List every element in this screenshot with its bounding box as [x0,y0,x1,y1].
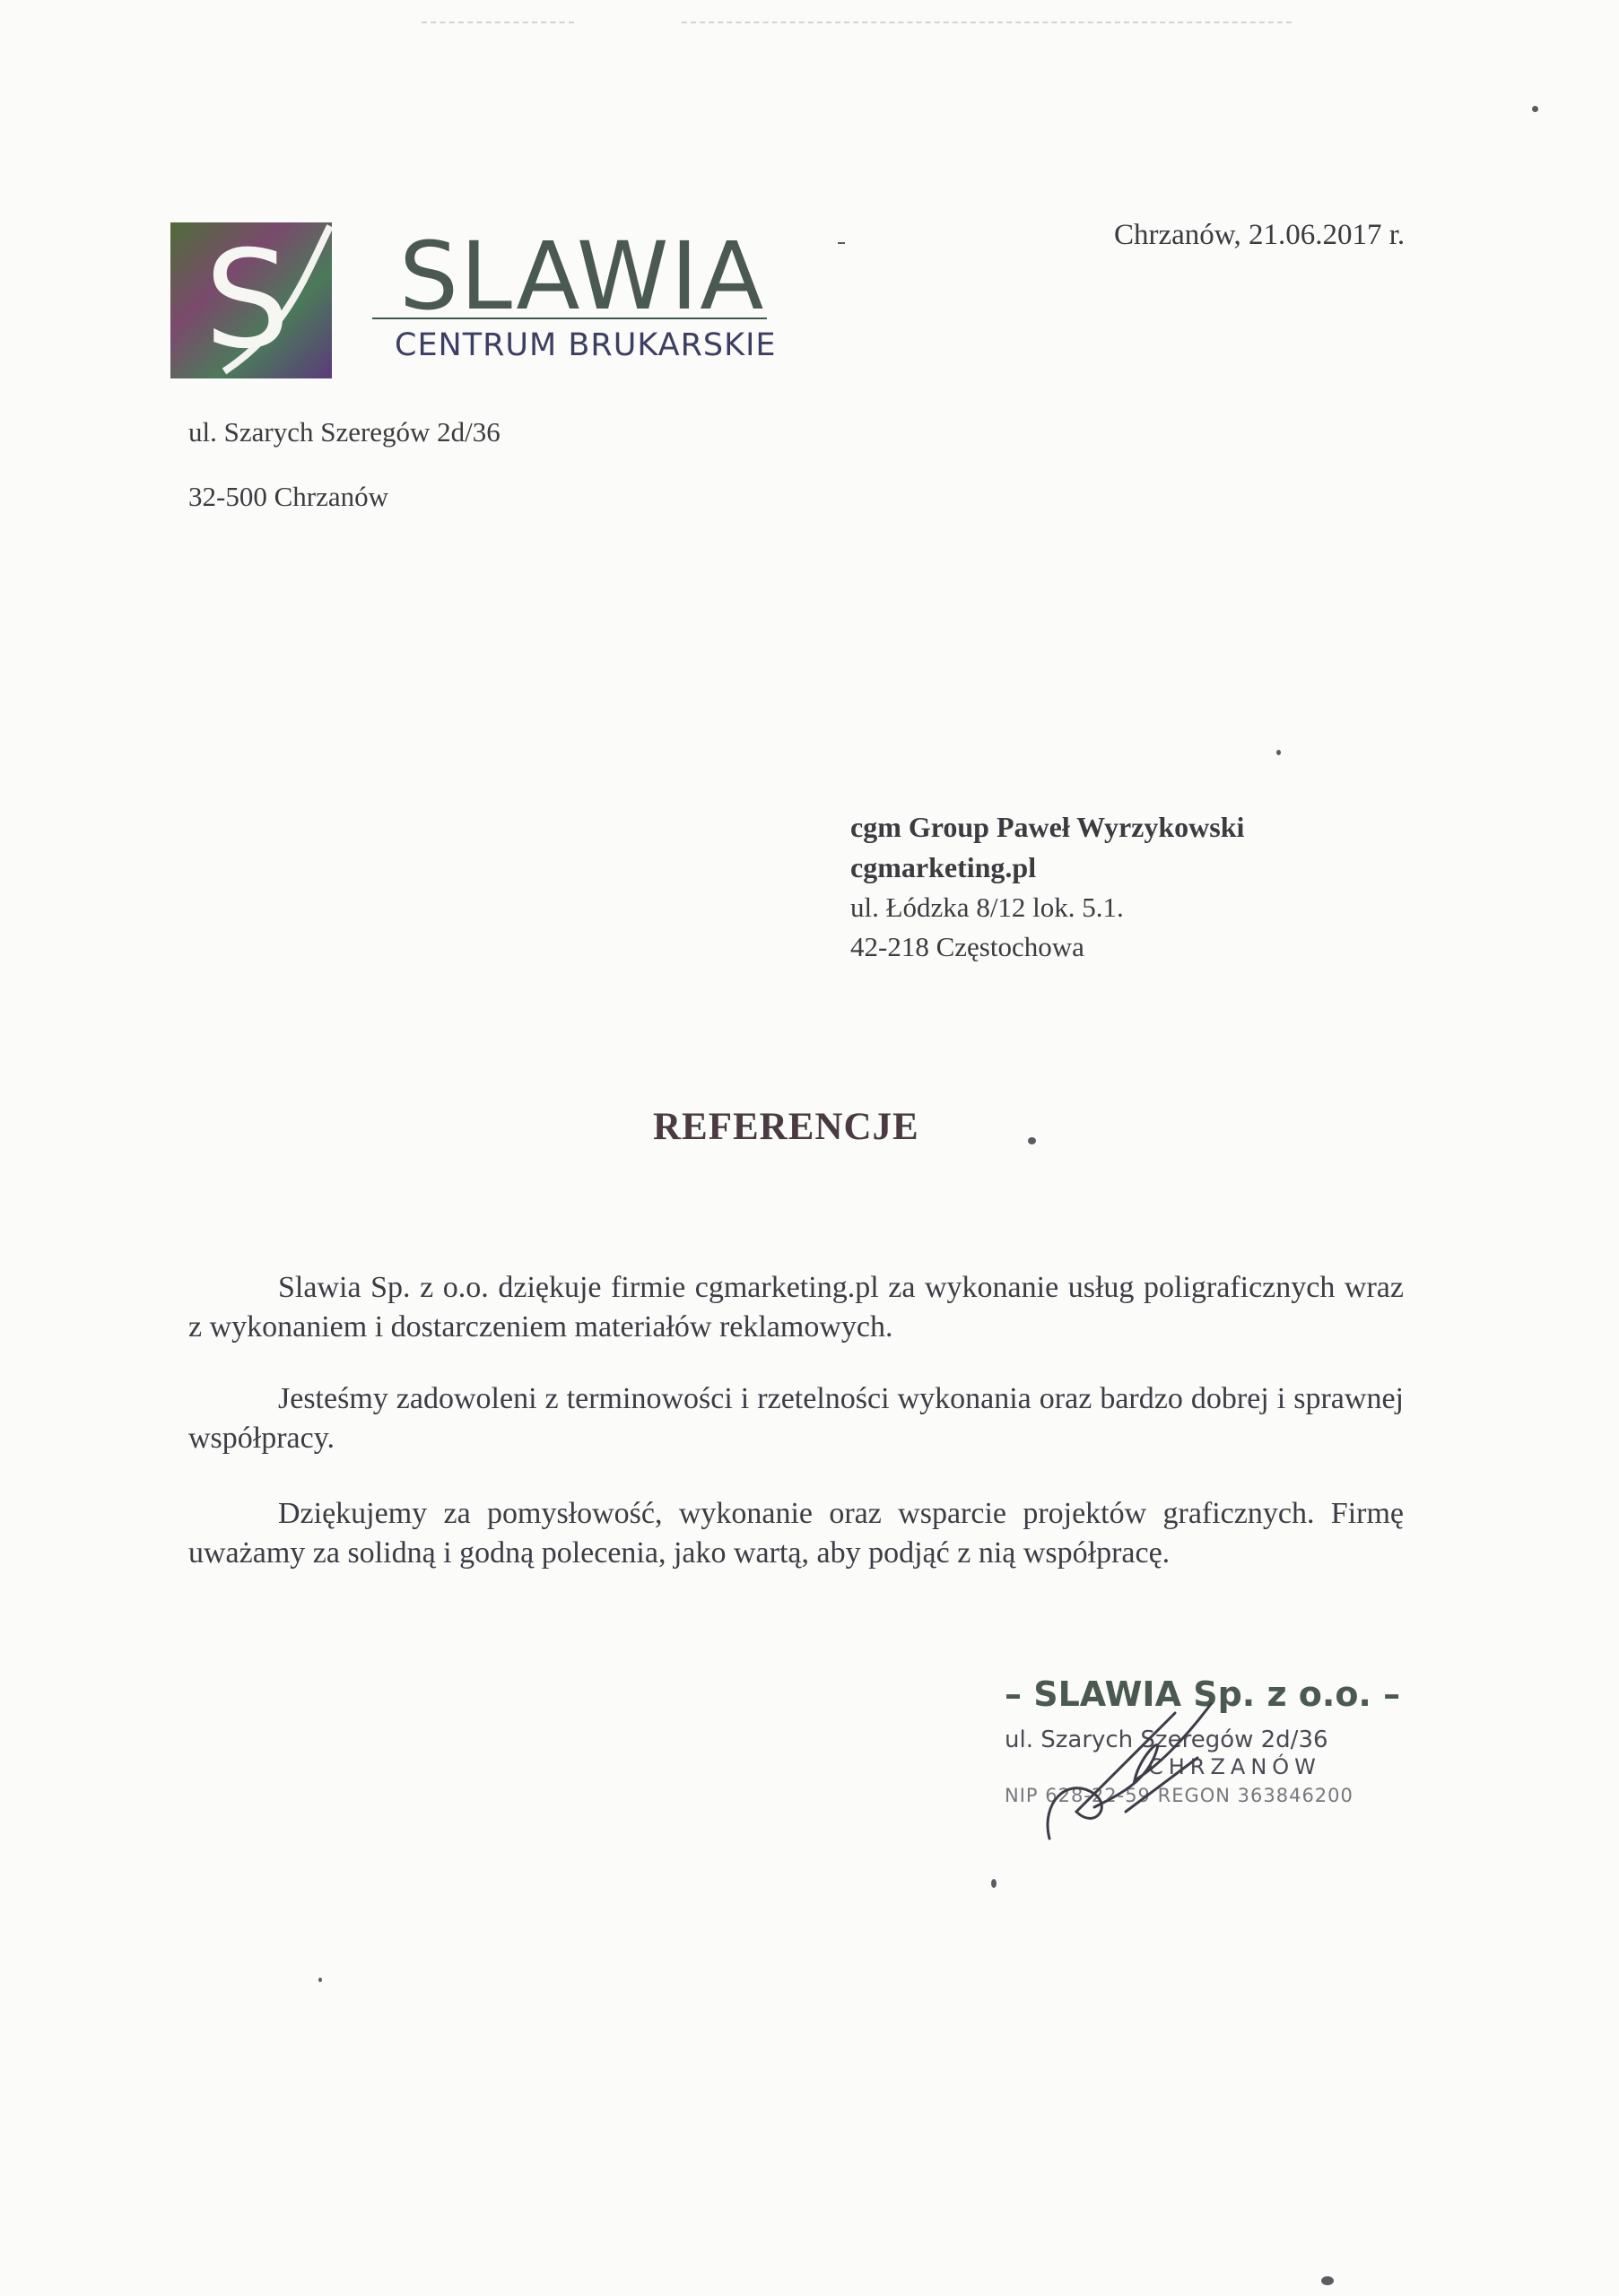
scan-artifact-line [682,22,1292,23]
sender-city: 32-500 Chrzanów [188,481,388,512]
scan-speck [1028,1137,1036,1144]
scan-speck [838,242,845,244]
sender-street: ul. Szarych Szeregów 2d/36 [188,416,500,448]
scan-speck [991,1879,997,1888]
company-stamp [987,1674,1401,1848]
scan-artifact-line [422,22,574,23]
logo-letter: S [205,222,291,378]
logo-wordmark: SLAWIA [399,222,766,331]
company-logo [170,222,780,379]
recipient-street: ul. Łódzka 8/12 lok. 5.1. [850,891,1124,923]
scan-speck [318,1978,322,1982]
body-paragraph [188,1379,1404,1458]
logo-divider [372,317,767,319]
paragraph-text: Slawia Sp. z o.o. dziękuje firmie cgmarketing.pl za wykonanie usług poligraficznych wraz z wykonaniem i dostarczeniem materiałów reklamowych. [188,1271,1404,1344]
stamp-registration: NIP 628-22-59 REGON 363846200 [1005,1785,1354,1806]
scan-speck [1276,750,1281,755]
logo-emblem-icon [170,222,332,378]
body-paragraph [188,1268,1404,1347]
scan-speck [1532,106,1538,112]
stamp-street: ul. Szarych Szeregów 2d/36 [1005,1726,1328,1753]
logo-tagline: CENTRUM BRUKARSKIE [395,327,777,363]
paragraph-text: Jesteśmy zadowoleni z terminowości i rzetelności wykonania oraz bardzo dobrej i sprawnej współpracy. [188,1382,1404,1455]
scan-speck [1321,2276,1334,2285]
recipient-city: 42-218 Częstochowa [850,931,1084,962]
handwritten-signature-icon [1040,1695,1238,1848]
stamp-company-name: – SLAWIA Sp. z o.o. – [1005,1674,1401,1714]
letter-date: Chrzanów, 21.06.2017 r. [1114,219,1406,251]
page-title: REFERENCJE [653,1106,919,1148]
paragraph-text: Dziękujemy za pomysłowość, wykonanie oraz wsparcie projektów graficznych. Firmę uważamy za solidną i godną polecenia, jako wartą, aby podjąć z nią współpracę. [188,1497,1404,1570]
recipient-name: cgm Group Paweł Wyrzykowski [850,811,1245,843]
recipient-website: cgmarketing.pl [850,851,1037,883]
stamp-city: CHRZANÓW [1148,1754,1321,1779]
body-paragraph [188,1494,1404,1573]
